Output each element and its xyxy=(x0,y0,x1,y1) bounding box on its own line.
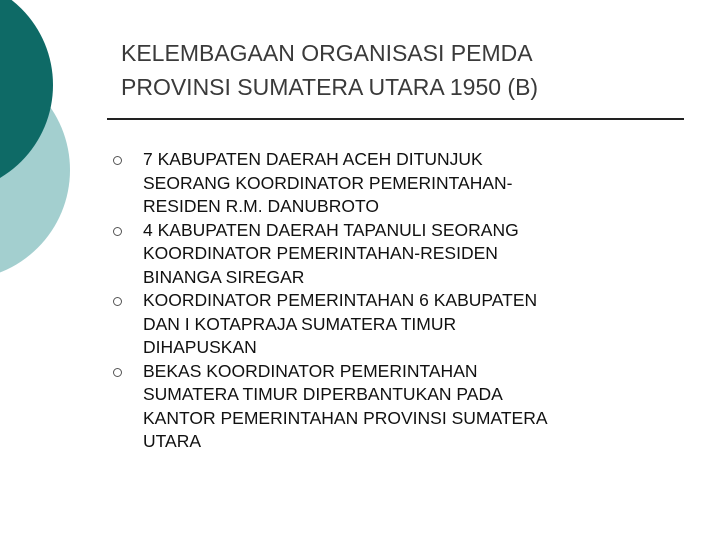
bullet-ring-icon xyxy=(113,227,122,236)
decorative-circles xyxy=(0,0,80,300)
bullet-item xyxy=(113,289,693,360)
bullet-text-line: 7 KABUPATEN DAERAH ACEH DITUNJUK xyxy=(143,149,483,169)
bullet-text-line: BEKAS KOORDINATOR PEMERINTAHAN xyxy=(143,360,478,381)
slide-title-line-2: PROVINSI SUMATERA UTARA 1950 (B) xyxy=(121,74,539,100)
bullet-text-line: KOORDINATOR PEMERINTAHAN-RESIDEN xyxy=(143,243,498,263)
bullet-text-line: SEORANG KOORDINATOR PEMERINTAHAN- xyxy=(143,172,513,193)
bullet-item xyxy=(113,219,693,290)
bullet-text-line: DAN I KOTAPRAJA SUMATERA TIMUR xyxy=(143,313,457,334)
bullet-text-line: DIHAPUSKAN xyxy=(143,337,257,357)
bullet-text-line: KOORDINATOR PEMERINTAHAN 6 KABUPATEN xyxy=(143,290,538,310)
bullet-text-line: BINANGA SIREGAR xyxy=(143,266,305,287)
bullet-ring-icon xyxy=(113,297,122,306)
bullet-text-line: RESIDEN R.M. DANUBROTO xyxy=(143,196,379,216)
bullet-list xyxy=(113,148,693,454)
bullet-text-line: 4 KABUPATEN DAERAH TAPANULI SEORANG xyxy=(143,219,519,240)
bullet-text-line: UTARA xyxy=(143,431,202,451)
slide-title xyxy=(121,36,701,104)
bullet-ring-icon xyxy=(113,156,122,165)
bullet-text-line: KANTOR PEMERINTAHAN PROVINSI SUMATERA xyxy=(143,407,548,428)
bullet-ring-icon xyxy=(113,368,122,377)
bullet-text-line: SUMATERA TIMUR DIPERBANTUKAN PADA xyxy=(143,384,503,404)
bullet-item xyxy=(113,148,693,219)
title-divider xyxy=(107,118,684,120)
bullet-item xyxy=(113,360,693,454)
slide-title-line-1: KELEMBAGAAN ORGANISASI PEMDA xyxy=(121,40,533,66)
